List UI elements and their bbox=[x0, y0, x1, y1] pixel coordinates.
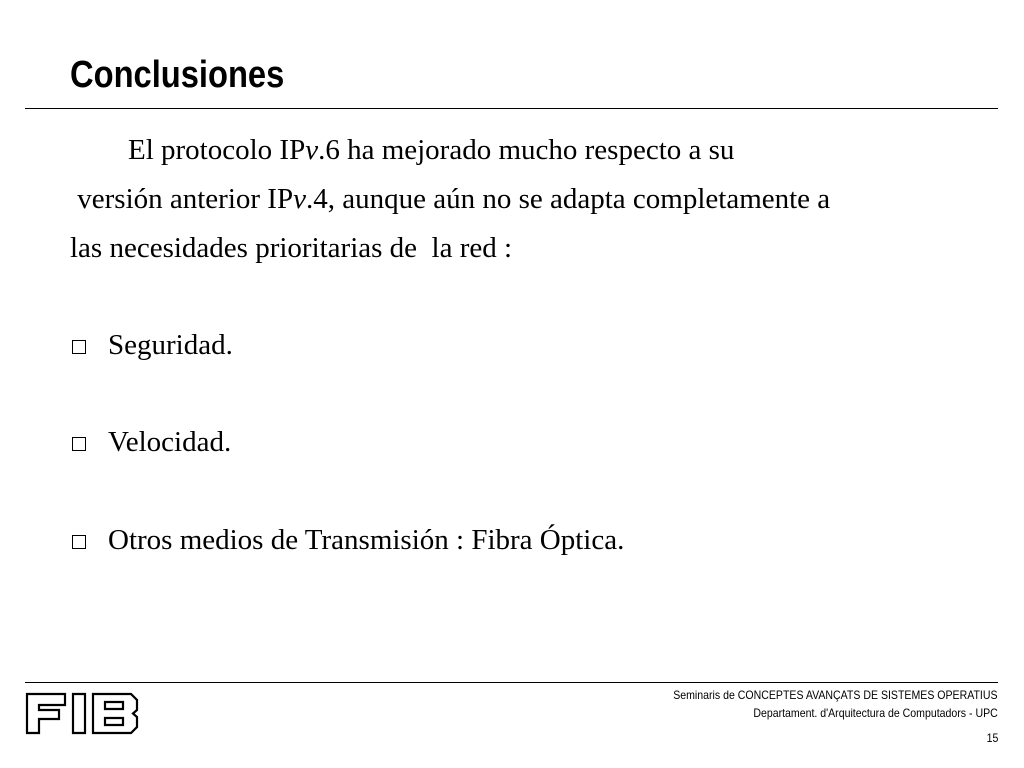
hollow-square-bullet-icon bbox=[72, 437, 86, 451]
paragraph-line-3: las necesidades prioritarias de la red : bbox=[70, 232, 513, 264]
footer-course-title: Seminaris de CONCEPTES AVANÇATS DE SISTEMES OPERATIUS bbox=[673, 688, 998, 702]
intro-paragraph bbox=[70, 126, 1000, 273]
bullet-item bbox=[72, 325, 233, 365]
title-divider bbox=[25, 108, 998, 109]
paragraph-line-2-italic-v: v bbox=[293, 183, 306, 215]
paragraph-line-1-text-c: .6 ha mejorado mucho respecto a su bbox=[318, 134, 735, 166]
paragraph-line-1-text-a: El protocolo IP bbox=[70, 134, 306, 166]
bullet-text: Otros medios de Transmisión : Fibra Óptica. bbox=[108, 523, 625, 556]
paragraph-line-2-text-c: .4, aunque aún no se adapta completamente a bbox=[305, 183, 831, 215]
paragraph-line-1 bbox=[70, 126, 1000, 175]
slide-title: Conclusiones bbox=[70, 54, 285, 96]
paragraph-line-2-text-a: versión anterior IP bbox=[70, 183, 294, 215]
hollow-square-bullet-icon bbox=[72, 535, 86, 549]
bullet-text: Seguridad. bbox=[108, 328, 233, 361]
footer-department: Departament. d'Arquitectura de Computadors - UPC bbox=[753, 706, 998, 720]
bullet-item bbox=[72, 422, 231, 462]
bullet-item bbox=[72, 520, 624, 560]
page-number: 15 bbox=[986, 731, 998, 745]
paragraph-line-1-italic-v: v bbox=[305, 134, 319, 166]
hollow-square-bullet-icon bbox=[72, 340, 86, 354]
footer-divider bbox=[25, 682, 998, 683]
fib-logo bbox=[25, 690, 139, 736]
bullet-text: Velocidad. bbox=[108, 425, 232, 458]
paragraph-line-2 bbox=[70, 175, 1000, 224]
